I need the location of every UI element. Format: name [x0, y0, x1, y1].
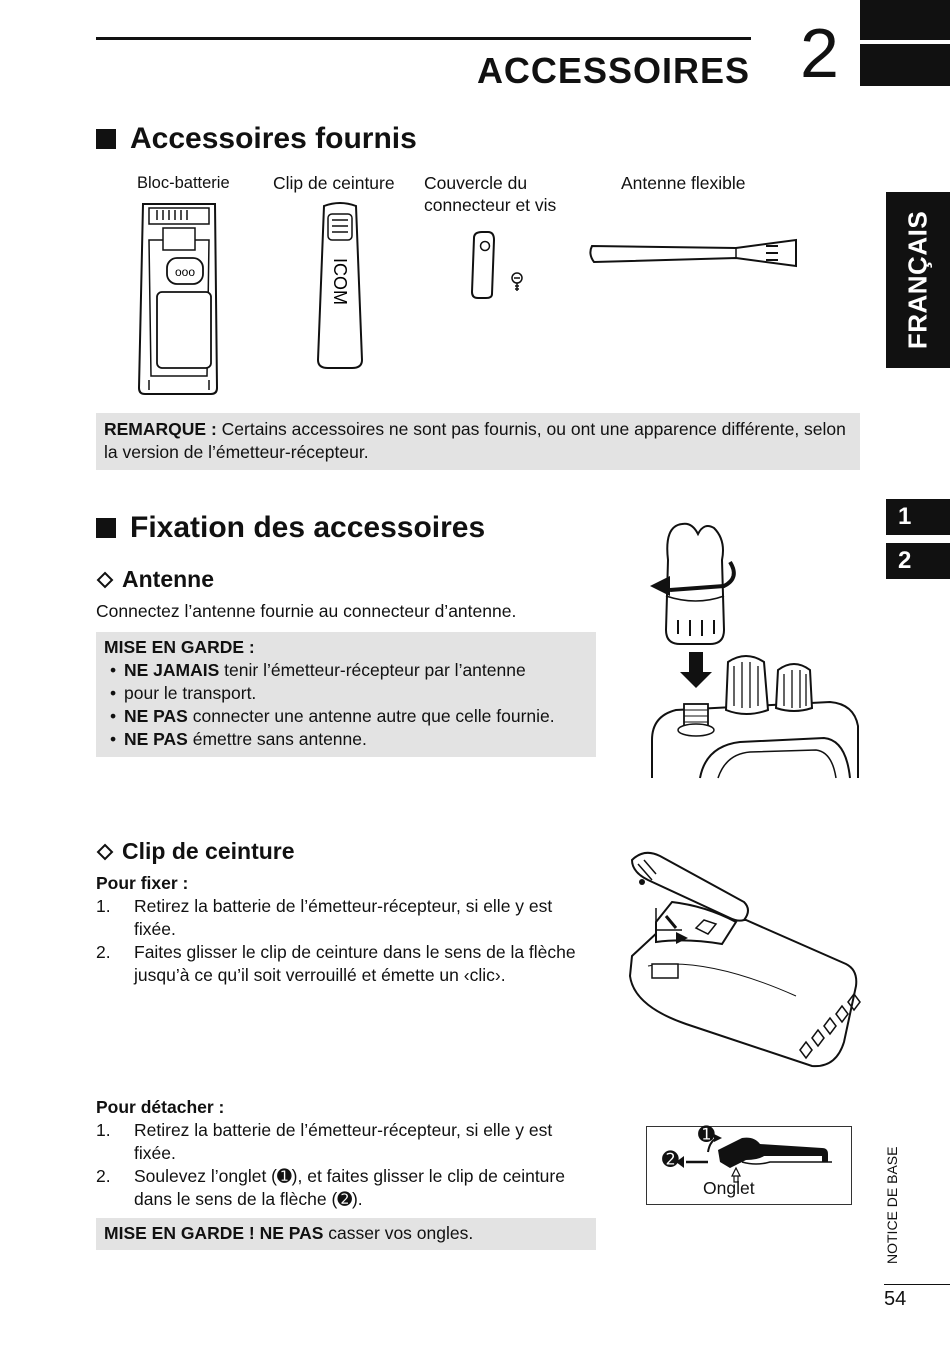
step-text: Soulevez l’onglet (➊), et faites glisser le clip de ceinture dans le sens de la flèche (➋).: [134, 1166, 565, 1209]
chapter-number: 2: [800, 14, 839, 92]
step-text: Retirez la batterie de l’émetteur-récepteur, si elle y est fixée.: [134, 896, 553, 939]
clip-heading: [96, 838, 295, 865]
diamond-icon: [96, 571, 114, 589]
step1-marker: ➊: [698, 1124, 715, 1146]
caution-text: pour le transport.: [124, 683, 257, 703]
caution-bullet: • NE PAS émettre sans antenne.: [110, 729, 367, 749]
clip-logo: ICOM: [330, 258, 350, 305]
caution-bullet: • NE PAS connecter une antenne autre que celle fournie.: [110, 706, 555, 726]
chapter-bar-top: [860, 0, 950, 40]
header-rule: [96, 37, 751, 40]
detach-title: Pour détacher :: [96, 1097, 225, 1117]
caption-connector-cover: Couvercle du connecteur et vis: [424, 173, 557, 215]
caution-bold: NE PAS: [124, 729, 188, 749]
chapter-title: ACCESSOIRES: [476, 50, 750, 91]
clip-heading-text: Clip de ceinture: [122, 838, 295, 864]
connector-cover-icon: [468, 228, 528, 300]
step-number: 2.: [96, 1166, 111, 1186]
detach-caution-label: MISE EN GARDE ! NE PAS: [104, 1223, 324, 1243]
detach-caution-box: [96, 1218, 596, 1250]
step-number: 2.: [96, 942, 111, 962]
caution-bold: NE PAS: [124, 706, 188, 726]
caption-battery: Bloc-batterie: [137, 174, 230, 192]
chapter-bar-bottom: [860, 44, 950, 86]
caption-antenna: Antenne flexible: [621, 173, 746, 193]
remark-box: [96, 413, 860, 470]
antenna-instruction: Connectez l’antenne fournie au connecteur d’antenne.: [96, 601, 517, 621]
caution-bullet: • NE JAMAIS tenir l’émetteur-récepteur par l’antenne: [110, 660, 526, 680]
remark-text: Certains accessoires ne sont pas fournis, ou ont une apparence différente, selon la version de l’émetteur-récepteur.: [104, 419, 846, 462]
attach-heading-text: Fixation des accessoires: [130, 511, 486, 544]
battery-pack-icon: [135, 200, 225, 396]
language-label: FRANÇAIS: [902, 210, 933, 350]
square-bullet-icon: [96, 129, 116, 149]
step-text: Retirez la batterie de l’émetteur-récepteur, si elle y est fixée.: [134, 1120, 553, 1163]
fix-steps: [96, 895, 598, 987]
antenna-attach-illustration: [640, 520, 860, 778]
section-tab-1-label: 1: [898, 503, 912, 530]
notice-label: NOTICE DE BASE: [884, 1146, 900, 1264]
step2-marker: ➋: [662, 1149, 679, 1171]
attach-heading: [96, 511, 485, 545]
fix-step: [96, 895, 598, 941]
section-tab-1: [886, 499, 950, 535]
battery-label: ooo: [174, 265, 196, 279]
caution-bold: NE JAMAIS: [124, 660, 220, 680]
antenna-icon: [586, 232, 800, 274]
remark-label: REMARQUE :: [104, 419, 217, 439]
belt-clip-icon: [310, 200, 370, 372]
language-tab: [886, 192, 950, 368]
supplied-heading: [96, 122, 417, 156]
antenna-heading: [96, 566, 214, 593]
step-text: Faites glisser le clip de ceinture dans le sens de la flèche jusqu’à ce qu’il soit verrouillé et émette un ‹clic›.: [134, 942, 576, 985]
fix-step: [96, 941, 598, 987]
detach-step: [96, 1119, 598, 1165]
antenna-caution-box: [96, 632, 596, 757]
caution-text: connecter une antenne autre que celle fournie.: [187, 706, 555, 726]
caution-text: émettre sans antenne.: [187, 729, 367, 749]
detach-step: [96, 1165, 598, 1211]
antenna-heading-text: Antenne: [122, 566, 214, 592]
page-number-rule: [884, 1284, 950, 1285]
caption-belt-clip: Clip de ceinture: [273, 173, 395, 193]
caution-text: tenir l’émetteur-récepteur par l’antenne: [219, 660, 526, 680]
step-number: 1.: [96, 896, 111, 916]
fix-title: Pour fixer :: [96, 873, 189, 893]
square-bullet-icon: [96, 518, 116, 538]
section-tab-2-label: 2: [898, 547, 912, 574]
tab-label: Onglet: [703, 1178, 755, 1198]
antenna-caution-title: MISE EN GARDE :: [104, 637, 255, 657]
supplied-heading-text: Accessoires fournis: [130, 122, 417, 155]
caution-bullet: • pour le transport.: [110, 683, 257, 703]
detach-caution-text: casser vos ongles.: [323, 1223, 474, 1243]
detach-steps: [96, 1119, 598, 1211]
section-tab-2: [886, 543, 950, 579]
step-number: 1.: [96, 1120, 111, 1140]
clip-attach-illustration: [626, 846, 860, 1076]
page-number: 54: [884, 1288, 907, 1310]
diamond-icon: [96, 843, 114, 861]
